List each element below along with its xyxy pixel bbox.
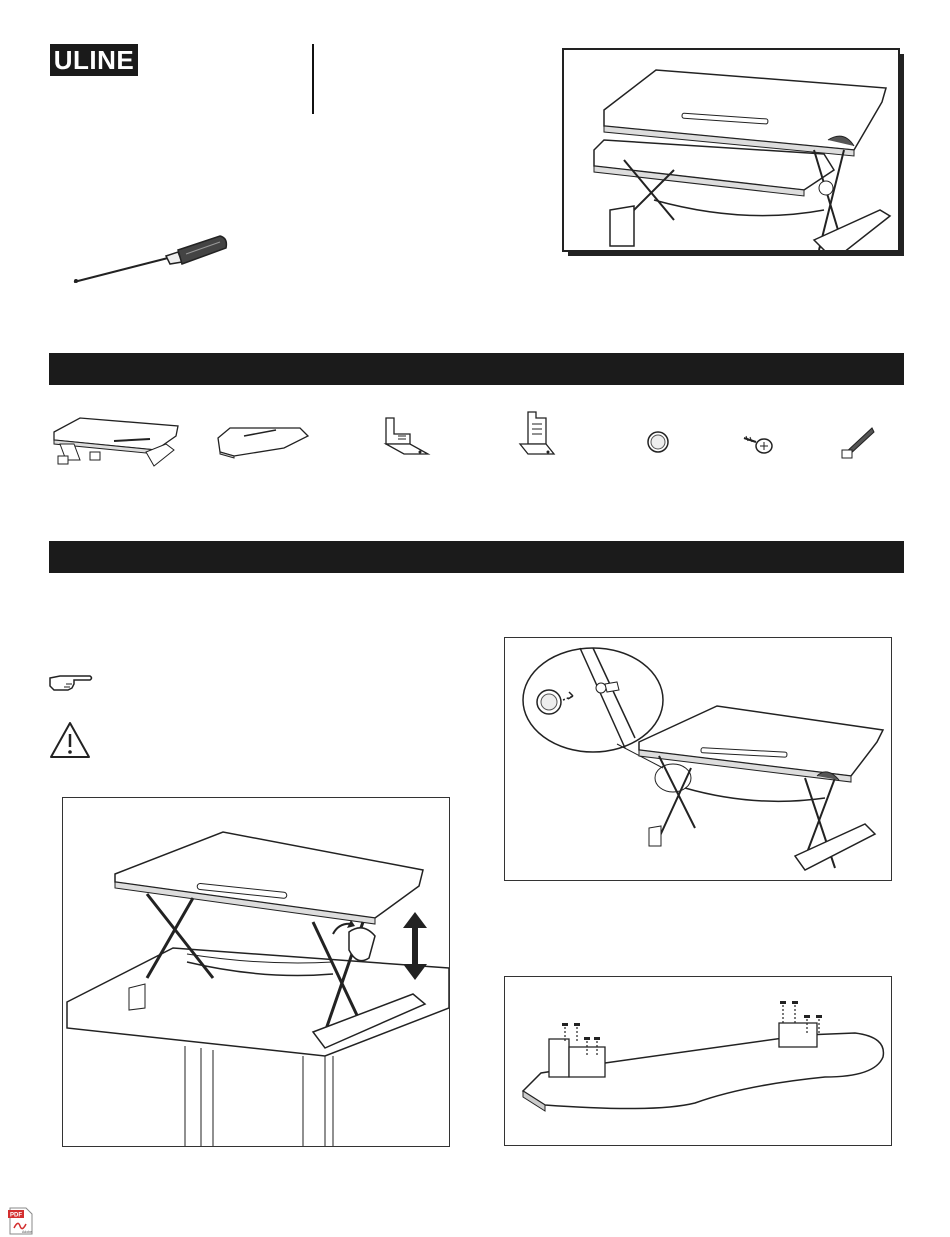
screwdriver-icon: [70, 228, 230, 288]
desk-converter-part: [50, 410, 182, 468]
pointing-hand-icon: [48, 672, 94, 694]
pdf-badge-sub: Adobe: [21, 1230, 33, 1234]
right-bracket-part: [516, 408, 558, 464]
left-bracket-part: [380, 414, 432, 460]
cap-part: [646, 430, 670, 454]
cable-tie-part: [838, 424, 878, 460]
instructions-section-bar: [49, 541, 904, 573]
assembled-product-figure: [562, 48, 904, 256]
cap-installation-figure: [504, 637, 892, 881]
screw-part: [742, 428, 774, 458]
uline-logo: ULINE: [50, 44, 138, 76]
keyboard-tray-bracket-figure: [504, 976, 892, 1146]
pdf-badge-label: PDF: [10, 1212, 22, 1219]
parts-section-bar: [49, 353, 904, 385]
header-divider: [312, 44, 314, 114]
height-adjustment-figure: [62, 797, 450, 1147]
pdf-file-icon: [8, 1206, 34, 1236]
warning-triangle-icon: [48, 720, 92, 760]
keyboard-tray-part: [214, 418, 314, 460]
